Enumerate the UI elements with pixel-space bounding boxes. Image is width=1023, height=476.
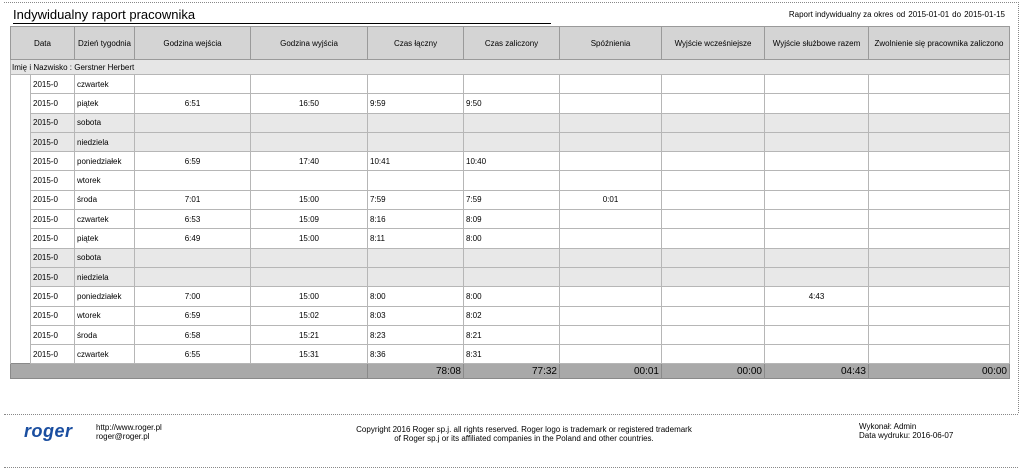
total-credited: 77:32: [464, 364, 560, 379]
cell-late: [560, 287, 662, 306]
cell-day: wtorek: [75, 171, 135, 190]
cell-release: [869, 171, 1010, 190]
cell-total: [368, 75, 464, 94]
table-row: [11, 210, 1010, 229]
cell-business: [765, 75, 869, 94]
cell-out: 15:00: [251, 190, 368, 209]
cell-in: [135, 248, 251, 267]
cell-early: [662, 132, 765, 151]
column-header: Godzina wyjścia: [251, 27, 368, 60]
column-header: Wyjście wcześniejsze: [662, 27, 765, 60]
cell-total: 7:59: [368, 190, 464, 209]
cell-day: środa: [75, 190, 135, 209]
cell-in: [135, 171, 251, 190]
cell-late: 0:01: [560, 190, 662, 209]
cell-date: 2015-0: [31, 75, 75, 94]
cell-credited: [464, 267, 560, 286]
cell-date: 2015-0: [31, 248, 75, 267]
cell-day: czwartek: [75, 345, 135, 364]
cell-release: [869, 267, 1010, 286]
email-link[interactable]: roger@roger.pl: [96, 432, 150, 441]
cell-business: [765, 113, 869, 132]
row-indent: [11, 325, 31, 344]
cell-credited: 8:09: [464, 210, 560, 229]
cell-date: 2015-0: [31, 287, 75, 306]
report-footer: [4, 414, 1018, 468]
cell-total: 8:23: [368, 325, 464, 344]
total-late: 00:01: [560, 364, 662, 379]
cell-in: [135, 132, 251, 151]
totals-row: [11, 364, 1010, 379]
cell-early: [662, 248, 765, 267]
cell-credited: [464, 171, 560, 190]
column-header: Dzień tygodnia: [75, 27, 135, 60]
cell-total: 8:03: [368, 306, 464, 325]
cell-date: 2015-0: [31, 132, 75, 151]
cell-total: 8:36: [368, 345, 464, 364]
cell-in: 6:53: [135, 210, 251, 229]
cell-business: [765, 210, 869, 229]
cell-business: [765, 248, 869, 267]
cell-late: [560, 171, 662, 190]
row-indent: [11, 113, 31, 132]
row-indent: [11, 306, 31, 325]
cell-early: [662, 75, 765, 94]
row-indent: [11, 267, 31, 286]
table-row: [11, 94, 1010, 113]
cell-early: [662, 190, 765, 209]
cell-release: [869, 75, 1010, 94]
cell-release: [869, 132, 1010, 151]
period-from-date: 2015-01-01: [908, 10, 950, 19]
cell-out: [251, 267, 368, 286]
cell-total: [368, 267, 464, 286]
row-indent: [11, 190, 31, 209]
row-indent: [11, 94, 31, 113]
website-link[interactable]: http://www.roger.pl: [96, 423, 162, 432]
column-header: Czas łączny: [368, 27, 464, 60]
employee-group-row: [11, 60, 1010, 75]
report-title: Indywidualny raport pracownika: [13, 7, 551, 24]
print-meta: [859, 422, 953, 440]
cell-release: [869, 210, 1010, 229]
table-row: [11, 132, 1010, 151]
cell-late: [560, 248, 662, 267]
cell-credited: [464, 132, 560, 151]
cell-early: [662, 171, 765, 190]
cell-credited: [464, 248, 560, 267]
table-row: [11, 152, 1010, 171]
cell-business: [765, 345, 869, 364]
cell-day: piątek: [75, 229, 135, 248]
table-row: [11, 113, 1010, 132]
cell-out: [251, 171, 368, 190]
table-row: [11, 287, 1010, 306]
cell-business: [765, 94, 869, 113]
cell-out: [251, 113, 368, 132]
row-indent: [11, 345, 31, 364]
cell-in: 6:59: [135, 152, 251, 171]
row-indent: [11, 75, 31, 94]
cell-release: [869, 325, 1010, 344]
report-table: [10, 26, 1010, 379]
period-label: Raport indywidualny za okres: [788, 10, 894, 19]
period-from-label: od: [896, 10, 906, 19]
cell-early: [662, 345, 765, 364]
total-release: 00:00: [869, 364, 1010, 379]
cell-business: [765, 152, 869, 171]
cell-early: [662, 287, 765, 306]
cell-date: 2015-0: [31, 210, 75, 229]
cell-date: 2015-0: [31, 325, 75, 344]
cell-day: piątek: [75, 94, 135, 113]
cell-total: [368, 113, 464, 132]
cell-credited: 8:02: [464, 306, 560, 325]
cell-late: [560, 113, 662, 132]
cell-late: [560, 345, 662, 364]
cell-in: 6:55: [135, 345, 251, 364]
cell-in: [135, 75, 251, 94]
cell-out: [251, 132, 368, 151]
roger-logo: roger: [24, 421, 73, 441]
cell-credited: [464, 113, 560, 132]
column-header: Wyjście służbowe razem: [765, 27, 869, 60]
cell-day: środa: [75, 325, 135, 344]
cell-date: 2015-0: [31, 94, 75, 113]
cell-late: [560, 267, 662, 286]
cell-day: poniedziałek: [75, 287, 135, 306]
cell-early: [662, 325, 765, 344]
cell-out: [251, 248, 368, 267]
cell-in: [135, 267, 251, 286]
cell-day: poniedziałek: [75, 152, 135, 171]
table-row: [11, 325, 1010, 344]
cell-release: [869, 94, 1010, 113]
cell-late: [560, 152, 662, 171]
cell-business: [765, 190, 869, 209]
cell-total: [368, 171, 464, 190]
cell-out: 15:31: [251, 345, 368, 364]
cell-early: [662, 210, 765, 229]
cell-late: [560, 132, 662, 151]
cell-early: [662, 267, 765, 286]
column-header: Data: [11, 27, 75, 60]
column-header: Godzina wejścia: [135, 27, 251, 60]
table-row: [11, 229, 1010, 248]
cell-late: [560, 75, 662, 94]
cell-date: 2015-0: [31, 171, 75, 190]
cell-credited: 8:31: [464, 345, 560, 364]
cell-credited: 7:59: [464, 190, 560, 209]
copyright-line: Copyright 2016 Roger sp.j. all rights reserved. Roger logo is trademark or registered trademark: [356, 425, 692, 434]
cell-out: 15:09: [251, 210, 368, 229]
performed-by: Wykonał: Admin: [859, 422, 917, 431]
cell-business: 4:43: [765, 287, 869, 306]
cell-date: 2015-0: [31, 113, 75, 132]
row-indent: [11, 210, 31, 229]
report-period: [789, 10, 1005, 19]
totals-blank: [11, 364, 368, 379]
copyright-line: of Roger sp.j or its affiliated companies in the Poland and other countries.: [394, 434, 654, 443]
cell-late: [560, 210, 662, 229]
cell-credited: 8:00: [464, 287, 560, 306]
cell-business: [765, 171, 869, 190]
period-to-date: 2015-01-15: [964, 10, 1005, 19]
cell-late: [560, 325, 662, 344]
column-header: Zwolnienie się pracownika zaliczono: [869, 27, 1010, 60]
total-early: 00:00: [662, 364, 765, 379]
cell-out: 15:00: [251, 287, 368, 306]
print-date: Data wydruku: 2016-06-07: [859, 431, 954, 440]
cell-release: [869, 345, 1010, 364]
cell-out: 15:21: [251, 325, 368, 344]
cell-day: czwartek: [75, 75, 135, 94]
row-indent: [11, 248, 31, 267]
cell-total: 8:00: [368, 287, 464, 306]
row-indent: [11, 132, 31, 151]
cell-day: czwartek: [75, 210, 135, 229]
cell-release: [869, 306, 1010, 325]
period-to-label: do: [952, 10, 962, 19]
cell-in: 7:01: [135, 190, 251, 209]
header-row: [11, 27, 1010, 60]
cell-business: [765, 325, 869, 344]
cell-date: 2015-0: [31, 152, 75, 171]
cell-business: [765, 229, 869, 248]
cell-date: 2015-0: [31, 345, 75, 364]
cell-total: [368, 248, 464, 267]
cell-business: [765, 267, 869, 286]
row-indent: [11, 171, 31, 190]
cell-late: [560, 229, 662, 248]
column-header: Czas zaliczony: [464, 27, 560, 60]
cell-day: wtorek: [75, 306, 135, 325]
cell-credited: [464, 75, 560, 94]
cell-business: [765, 306, 869, 325]
cell-in: 7:00: [135, 287, 251, 306]
cell-early: [662, 94, 765, 113]
total-business: 04:43: [765, 364, 869, 379]
cell-release: [869, 113, 1010, 132]
cell-total: 10:41: [368, 152, 464, 171]
cell-out: 16:50: [251, 94, 368, 113]
cell-release: [869, 248, 1010, 267]
cell-late: [560, 306, 662, 325]
cell-date: 2015-0: [31, 190, 75, 209]
cell-early: [662, 113, 765, 132]
row-indent: [11, 287, 31, 306]
cell-credited: 9:50: [464, 94, 560, 113]
total-total: 78:08: [368, 364, 464, 379]
cell-in: 6:59: [135, 306, 251, 325]
row-indent: [11, 229, 31, 248]
table-row: [11, 345, 1010, 364]
cell-in: 6:51: [135, 94, 251, 113]
cell-out: 15:00: [251, 229, 368, 248]
column-header: Spóźnienia: [560, 27, 662, 60]
table-row: [11, 248, 1010, 267]
cell-business: [765, 132, 869, 151]
cell-release: [869, 287, 1010, 306]
cell-early: [662, 152, 765, 171]
cell-day: sobota: [75, 248, 135, 267]
cell-total: 8:16: [368, 210, 464, 229]
cell-total: 9:59: [368, 94, 464, 113]
cell-day: sobota: [75, 113, 135, 132]
copyright-text: [324, 425, 724, 443]
table-row: [11, 171, 1010, 190]
table-row: [11, 190, 1010, 209]
table-row: [11, 75, 1010, 94]
cell-credited: 8:00: [464, 229, 560, 248]
cell-in: 6:49: [135, 229, 251, 248]
cell-day: niedziela: [75, 267, 135, 286]
cell-early: [662, 306, 765, 325]
cell-date: 2015-0: [31, 229, 75, 248]
employee-name: Imię i Nazwisko : Gerstner Herbert: [11, 60, 1010, 75]
table-row: [11, 306, 1010, 325]
cell-credited: 8:21: [464, 325, 560, 344]
cell-in: 6:58: [135, 325, 251, 344]
cell-total: 8:11: [368, 229, 464, 248]
cell-out: [251, 75, 368, 94]
cell-release: [869, 229, 1010, 248]
cell-early: [662, 229, 765, 248]
contact-links: [96, 423, 162, 441]
cell-release: [869, 152, 1010, 171]
cell-release: [869, 190, 1010, 209]
cell-total: [368, 132, 464, 151]
cell-day: niedziela: [75, 132, 135, 151]
cell-late: [560, 94, 662, 113]
cell-credited: 10:40: [464, 152, 560, 171]
cell-out: 17:40: [251, 152, 368, 171]
cell-date: 2015-0: [31, 267, 75, 286]
cell-date: 2015-0: [31, 306, 75, 325]
row-indent: [11, 152, 31, 171]
cell-out: 15:02: [251, 306, 368, 325]
cell-in: [135, 113, 251, 132]
table-row: [11, 267, 1010, 286]
